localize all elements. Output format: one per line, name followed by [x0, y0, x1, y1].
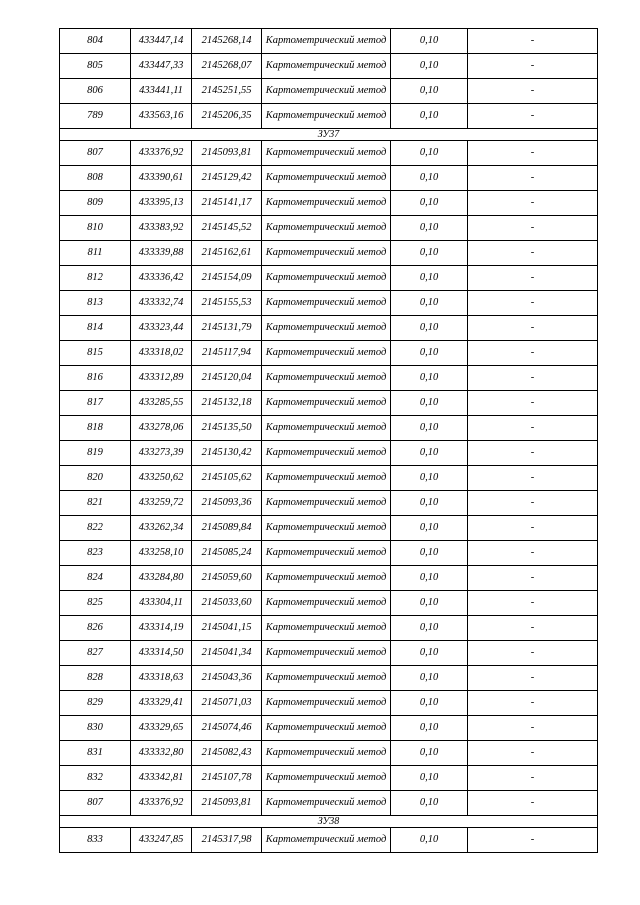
point-number-cell: 804: [60, 29, 131, 54]
description-cell: -: [468, 441, 598, 466]
accuracy-cell: 0,10: [391, 341, 468, 366]
section-header-row: [60, 816, 598, 828]
x-coordinate-cell: 433563,16: [131, 104, 192, 129]
method-cell: Картометрический метод: [262, 791, 391, 816]
method-cell: Картометрический метод: [262, 104, 391, 129]
description-cell: -: [468, 541, 598, 566]
point-number-cell: 827: [60, 641, 131, 666]
y-coordinate-cell: 2145041,34: [192, 641, 262, 666]
table-row: [60, 166, 598, 191]
point-number-cell: 816: [60, 366, 131, 391]
description-cell: -: [468, 79, 598, 104]
method-cell: Картометрический метод: [262, 541, 391, 566]
accuracy-cell: 0,10: [391, 741, 468, 766]
accuracy-cell: 0,10: [391, 641, 468, 666]
accuracy-cell: 0,10: [391, 391, 468, 416]
y-coordinate-cell: 2145071,03: [192, 691, 262, 716]
y-coordinate-cell: 2145206,35: [192, 104, 262, 129]
section-label: ЗУ38: [60, 816, 598, 828]
method-cell: Картометрический метод: [262, 566, 391, 591]
description-cell: -: [468, 566, 598, 591]
point-number-cell: 831: [60, 741, 131, 766]
y-coordinate-cell: 2145268,14: [192, 29, 262, 54]
table-row: [60, 828, 598, 853]
coordinates-table-body: [60, 29, 598, 853]
method-cell: Картометрический метод: [262, 141, 391, 166]
method-cell: Картометрический метод: [262, 616, 391, 641]
table-row: [60, 104, 598, 129]
method-cell: Картометрический метод: [262, 766, 391, 791]
point-number-cell: 807: [60, 791, 131, 816]
method-cell: Картометрический метод: [262, 341, 391, 366]
table-row: [60, 641, 598, 666]
method-cell: Картометрический метод: [262, 29, 391, 54]
table-row: [60, 391, 598, 416]
accuracy-cell: 0,10: [391, 366, 468, 391]
section-label: ЗУ37: [60, 129, 598, 141]
x-coordinate-cell: 433336,42: [131, 266, 192, 291]
x-coordinate-cell: 433376,92: [131, 141, 192, 166]
x-coordinate-cell: 433332,74: [131, 291, 192, 316]
accuracy-cell: 0,10: [391, 441, 468, 466]
accuracy-cell: 0,10: [391, 541, 468, 566]
description-cell: -: [468, 166, 598, 191]
point-number-cell: 828: [60, 666, 131, 691]
x-coordinate-cell: 433447,14: [131, 29, 192, 54]
x-coordinate-cell: 433447,33: [131, 54, 192, 79]
point-number-cell: 818: [60, 416, 131, 441]
method-cell: Картометрический метод: [262, 191, 391, 216]
method-cell: Картометрический метод: [262, 266, 391, 291]
coordinates-table: [59, 28, 598, 853]
method-cell: Картометрический метод: [262, 54, 391, 79]
point-number-cell: 833: [60, 828, 131, 853]
table-row: [60, 29, 598, 54]
accuracy-cell: 0,10: [391, 591, 468, 616]
point-number-cell: 814: [60, 316, 131, 341]
table-row: [60, 741, 598, 766]
table-row: [60, 141, 598, 166]
y-coordinate-cell: 2145105,62: [192, 466, 262, 491]
method-cell: Картометрический метод: [262, 216, 391, 241]
x-coordinate-cell: 433262,34: [131, 516, 192, 541]
accuracy-cell: 0,10: [391, 316, 468, 341]
x-coordinate-cell: 433314,19: [131, 616, 192, 641]
point-number-cell: 822: [60, 516, 131, 541]
x-coordinate-cell: 433304,11: [131, 591, 192, 616]
y-coordinate-cell: 2145082,43: [192, 741, 262, 766]
table-row: [60, 341, 598, 366]
accuracy-cell: 0,10: [391, 191, 468, 216]
method-cell: Картометрический метод: [262, 79, 391, 104]
x-coordinate-cell: 433284,80: [131, 566, 192, 591]
table-row: [60, 516, 598, 541]
table-row: [60, 316, 598, 341]
point-number-cell: 832: [60, 766, 131, 791]
y-coordinate-cell: 2145093,36: [192, 491, 262, 516]
method-cell: Картометрический метод: [262, 591, 391, 616]
x-coordinate-cell: 433273,39: [131, 441, 192, 466]
accuracy-cell: 0,10: [391, 29, 468, 54]
point-number-cell: 825: [60, 591, 131, 616]
description-cell: -: [468, 691, 598, 716]
description-cell: -: [468, 316, 598, 341]
method-cell: Картометрический метод: [262, 166, 391, 191]
accuracy-cell: 0,10: [391, 416, 468, 441]
y-coordinate-cell: 2145043,36: [192, 666, 262, 691]
y-coordinate-cell: 2145162,61: [192, 241, 262, 266]
table-row: [60, 216, 598, 241]
point-number-cell: 811: [60, 241, 131, 266]
accuracy-cell: 0,10: [391, 828, 468, 853]
accuracy-cell: 0,10: [391, 691, 468, 716]
description-cell: -: [468, 491, 598, 516]
description-cell: -: [468, 291, 598, 316]
accuracy-cell: 0,10: [391, 666, 468, 691]
x-coordinate-cell: 433318,02: [131, 341, 192, 366]
x-coordinate-cell: 433312,89: [131, 366, 192, 391]
y-coordinate-cell: 2145135,50: [192, 416, 262, 441]
accuracy-cell: 0,10: [391, 291, 468, 316]
table-row: [60, 291, 598, 316]
method-cell: Картометрический метод: [262, 828, 391, 853]
accuracy-cell: 0,10: [391, 716, 468, 741]
description-cell: -: [468, 366, 598, 391]
accuracy-cell: 0,10: [391, 491, 468, 516]
table-row: [60, 666, 598, 691]
method-cell: Картометрический метод: [262, 716, 391, 741]
table-row: [60, 191, 598, 216]
table-row: [60, 591, 598, 616]
point-number-cell: 812: [60, 266, 131, 291]
point-number-cell: 829: [60, 691, 131, 716]
x-coordinate-cell: 433332,80: [131, 741, 192, 766]
table-row: [60, 491, 598, 516]
description-cell: -: [468, 666, 598, 691]
description-cell: -: [468, 341, 598, 366]
table-row: [60, 416, 598, 441]
point-number-cell: 815: [60, 341, 131, 366]
table-row: [60, 766, 598, 791]
x-coordinate-cell: 433441,11: [131, 79, 192, 104]
description-cell: -: [468, 141, 598, 166]
y-coordinate-cell: 2145268,07: [192, 54, 262, 79]
x-coordinate-cell: 433376,92: [131, 791, 192, 816]
accuracy-cell: 0,10: [391, 266, 468, 291]
accuracy-cell: 0,10: [391, 616, 468, 641]
description-cell: -: [468, 641, 598, 666]
x-coordinate-cell: 433339,88: [131, 241, 192, 266]
method-cell: Картометрический метод: [262, 491, 391, 516]
description-cell: -: [468, 266, 598, 291]
y-coordinate-cell: 2145155,53: [192, 291, 262, 316]
description-cell: -: [468, 241, 598, 266]
x-coordinate-cell: 433395,13: [131, 191, 192, 216]
accuracy-cell: 0,10: [391, 466, 468, 491]
accuracy-cell: 0,10: [391, 241, 468, 266]
point-number-cell: 824: [60, 566, 131, 591]
table-row: [60, 54, 598, 79]
x-coordinate-cell: 433258,10: [131, 541, 192, 566]
description-cell: -: [468, 591, 598, 616]
x-coordinate-cell: 433329,41: [131, 691, 192, 716]
table-row: [60, 241, 598, 266]
table-row: [60, 366, 598, 391]
y-coordinate-cell: 2145093,81: [192, 141, 262, 166]
y-coordinate-cell: 2145131,79: [192, 316, 262, 341]
method-cell: Картометрический метод: [262, 241, 391, 266]
point-number-cell: 820: [60, 466, 131, 491]
description-cell: -: [468, 828, 598, 853]
x-coordinate-cell: 433250,62: [131, 466, 192, 491]
method-cell: Картометрический метод: [262, 516, 391, 541]
y-coordinate-cell: 2145317,98: [192, 828, 262, 853]
accuracy-cell: 0,10: [391, 166, 468, 191]
x-coordinate-cell: 433383,92: [131, 216, 192, 241]
method-cell: Картометрический метод: [262, 391, 391, 416]
point-number-cell: 813: [60, 291, 131, 316]
accuracy-cell: 0,10: [391, 766, 468, 791]
method-cell: Картометрический метод: [262, 691, 391, 716]
point-number-cell: 823: [60, 541, 131, 566]
method-cell: Картометрический метод: [262, 441, 391, 466]
x-coordinate-cell: 433329,65: [131, 716, 192, 741]
description-cell: -: [468, 191, 598, 216]
y-coordinate-cell: 2145117,94: [192, 341, 262, 366]
point-number-cell: 789: [60, 104, 131, 129]
accuracy-cell: 0,10: [391, 79, 468, 104]
method-cell: Картометрический метод: [262, 466, 391, 491]
x-coordinate-cell: 433247,85: [131, 828, 192, 853]
table-row: [60, 566, 598, 591]
y-coordinate-cell: 2145145,52: [192, 216, 262, 241]
point-number-cell: 830: [60, 716, 131, 741]
accuracy-cell: 0,10: [391, 54, 468, 79]
y-coordinate-cell: 2145154,09: [192, 266, 262, 291]
description-cell: -: [468, 104, 598, 129]
description-cell: -: [468, 216, 598, 241]
y-coordinate-cell: 2145120,04: [192, 366, 262, 391]
description-cell: -: [468, 516, 598, 541]
y-coordinate-cell: 2145059,60: [192, 566, 262, 591]
table-row: [60, 716, 598, 741]
table-row: [60, 791, 598, 816]
point-number-cell: 809: [60, 191, 131, 216]
accuracy-cell: 0,10: [391, 516, 468, 541]
coordinates-table-page: [59, 28, 597, 853]
description-cell: -: [468, 391, 598, 416]
method-cell: Картометрический метод: [262, 366, 391, 391]
y-coordinate-cell: 2145107,78: [192, 766, 262, 791]
x-coordinate-cell: 433259,72: [131, 491, 192, 516]
section-header-row: [60, 129, 598, 141]
y-coordinate-cell: 2145093,81: [192, 791, 262, 816]
y-coordinate-cell: 2145141,17: [192, 191, 262, 216]
y-coordinate-cell: 2145085,24: [192, 541, 262, 566]
y-coordinate-cell: 2145041,15: [192, 616, 262, 641]
accuracy-cell: 0,10: [391, 141, 468, 166]
y-coordinate-cell: 2145132,18: [192, 391, 262, 416]
point-number-cell: 807: [60, 141, 131, 166]
description-cell: -: [468, 791, 598, 816]
accuracy-cell: 0,10: [391, 104, 468, 129]
y-coordinate-cell: 2145089,84: [192, 516, 262, 541]
x-coordinate-cell: 433390,61: [131, 166, 192, 191]
x-coordinate-cell: 433342,81: [131, 766, 192, 791]
description-cell: -: [468, 616, 598, 641]
y-coordinate-cell: 2145130,42: [192, 441, 262, 466]
point-number-cell: 808: [60, 166, 131, 191]
x-coordinate-cell: 433278,06: [131, 416, 192, 441]
y-coordinate-cell: 2145033,60: [192, 591, 262, 616]
point-number-cell: 817: [60, 391, 131, 416]
accuracy-cell: 0,10: [391, 216, 468, 241]
table-row: [60, 441, 598, 466]
description-cell: -: [468, 416, 598, 441]
method-cell: Картометрический метод: [262, 666, 391, 691]
table-row: [60, 541, 598, 566]
accuracy-cell: 0,10: [391, 791, 468, 816]
point-number-cell: 819: [60, 441, 131, 466]
y-coordinate-cell: 2145074,46: [192, 716, 262, 741]
x-coordinate-cell: 433285,55: [131, 391, 192, 416]
description-cell: -: [468, 29, 598, 54]
point-number-cell: 821: [60, 491, 131, 516]
accuracy-cell: 0,10: [391, 566, 468, 591]
description-cell: -: [468, 466, 598, 491]
x-coordinate-cell: 433318,63: [131, 666, 192, 691]
method-cell: Картометрический метод: [262, 291, 391, 316]
description-cell: -: [468, 766, 598, 791]
description-cell: -: [468, 741, 598, 766]
point-number-cell: 805: [60, 54, 131, 79]
y-coordinate-cell: 2145251,55: [192, 79, 262, 104]
table-row: [60, 691, 598, 716]
table-row: [60, 616, 598, 641]
point-number-cell: 810: [60, 216, 131, 241]
table-row: [60, 266, 598, 291]
description-cell: -: [468, 716, 598, 741]
method-cell: Картометрический метод: [262, 741, 391, 766]
point-number-cell: 806: [60, 79, 131, 104]
method-cell: Картометрический метод: [262, 416, 391, 441]
description-cell: -: [468, 54, 598, 79]
x-coordinate-cell: 433314,50: [131, 641, 192, 666]
x-coordinate-cell: 433323,44: [131, 316, 192, 341]
table-row: [60, 466, 598, 491]
point-number-cell: 826: [60, 616, 131, 641]
table-row: [60, 79, 598, 104]
method-cell: Картометрический метод: [262, 316, 391, 341]
method-cell: Картометрический метод: [262, 641, 391, 666]
y-coordinate-cell: 2145129,42: [192, 166, 262, 191]
